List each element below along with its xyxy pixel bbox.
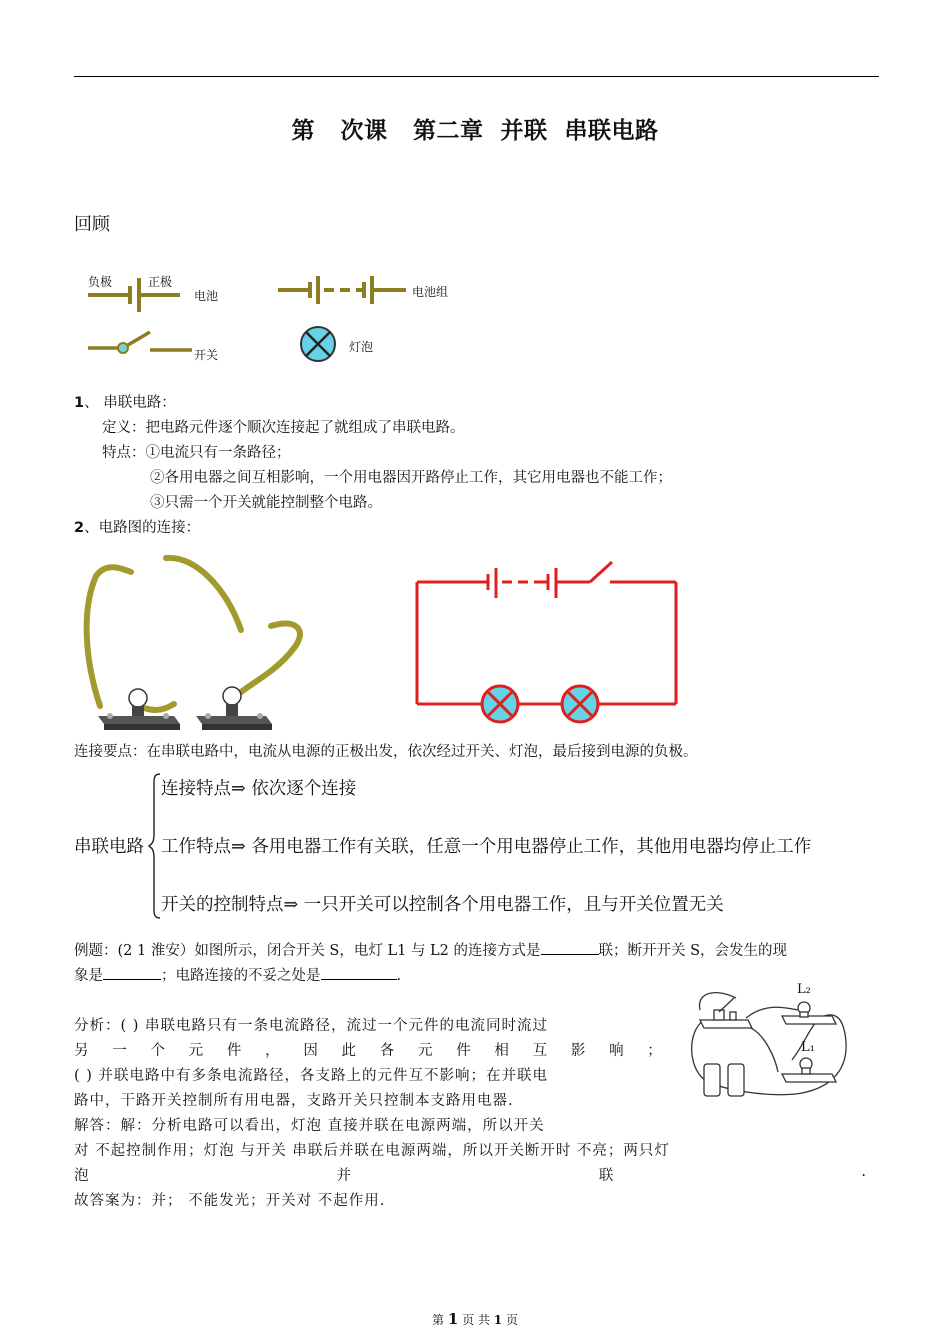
justified-char: 影 [570, 1043, 586, 1059]
physical-circuit-illustration [76, 548, 316, 734]
example-line-1: 例题：(2 1 淮安）如图所示，闭合开关 S，电灯 L1 与 L2 的连接方式是 联；断开开关 S，会发生的现 [74, 939, 787, 960]
justified-char: 相 [494, 1043, 509, 1059]
summary-root: 串联电路 [74, 837, 144, 857]
analysis-line-2 [74, 1039, 662, 1060]
justified-char: 个 [150, 1043, 165, 1059]
answer-line-3 [74, 1164, 866, 1185]
justified-char: 元 [188, 1043, 204, 1059]
justified-char: 泡 [74, 1168, 89, 1184]
justified-char: ； [647, 1043, 662, 1059]
bulb-stand-right [196, 687, 272, 730]
page-footer: 第 1 页 共 1 页 [432, 1310, 518, 1328]
justified-char: 另 [74, 1043, 89, 1059]
page-title: 第 次课 第二章 并联 串联电路 [291, 118, 659, 144]
battery-label: 电池 [194, 289, 219, 303]
analysis-line-1: 分析：( ) 串联电路只有一条电流路径，流过一个元件的电流同时流过 [74, 1018, 549, 1034]
bulb-symbol-icon [301, 327, 335, 361]
connection-key: 连接要点：在串联电路中，电流从电源的正极出发，依次经过开关、灯泡，最后接到电源的负极。 [74, 744, 698, 760]
analysis-line-3: ( ) 并联电路中有多条电流路径，各支路上的元件互不影响；在并联电 [74, 1068, 549, 1084]
battery-group-label: 电池组 [412, 285, 449, 299]
summary-row-1: 连接特点⇒ 依次逐个连接 [161, 779, 357, 799]
pos-label: 正极 [148, 275, 173, 289]
answer-line-2: 对 不起控制作用；灯泡 与开关 串联后并联在电源两端，所以开关断开时 不亮；两只灯 [74, 1143, 670, 1159]
series-feature-2: ②各用电器之间互相影响，一个用电器因开路停止工作，其它用电器也不能工作； [150, 470, 672, 486]
justified-char: 件 [456, 1043, 471, 1059]
diagram-heading: 2、电路图的连接： [74, 520, 201, 536]
answer-line-1: 解答：解：分析电路可以看出，灯泡 直接并联在电源两端，所以开关 [74, 1118, 545, 1134]
series-heading: 1、 串联电路： [74, 395, 176, 411]
battery-group-symbol-icon [278, 276, 406, 304]
figure-label-l1: L₁ [801, 1040, 815, 1055]
figure-lamp-l1 [782, 1058, 836, 1082]
answer-blank-3 [321, 965, 397, 980]
justified-char: . [861, 1164, 866, 1180]
switch-label: 开关 [194, 348, 219, 362]
series-feature-1: 特点：①电流只有一条路径； [102, 445, 291, 461]
figure-lamp-l2 [782, 1002, 836, 1024]
bulb-label: 灯泡 [349, 340, 374, 354]
example-line-2: 象是 ；电路连接的不妥之处是 . [74, 964, 401, 985]
answer-final: 故答案为：并； 不能发光；开关对 不起作用. [74, 1193, 386, 1209]
justified-char: 响 [609, 1043, 624, 1059]
justified-char: 并 [336, 1168, 351, 1184]
justified-char: 因 [303, 1043, 318, 1059]
neg-label: 负极 [88, 275, 113, 289]
summary-row-2: 工作特点⇒ 各用电器工作有关联，任意一个用电器停止工作，其他用电器均停止工作 [161, 837, 812, 857]
circuit-bulb-1 [482, 686, 518, 722]
summary-row-3: 开关的控制特点⇒ 一只开关可以控制各个用电器工作，且与开关位置无关 [161, 895, 724, 915]
example-circuit-figure [686, 982, 856, 1107]
figure-label-l2: L₂ [797, 982, 811, 997]
circuit-bulb-2 [562, 686, 598, 722]
justified-char: 互 [532, 1043, 548, 1059]
series-feature-3: ③只需一个开关就能控制整个电路。 [150, 495, 382, 511]
series-circuit-diagram [412, 556, 684, 726]
figure-batteries [704, 1064, 744, 1096]
analysis-line-4: 路中，干路开关控制所有用电器，支路开关只控制本支路用电器. [74, 1093, 514, 1109]
justified-char: 联 [598, 1168, 614, 1184]
answer-blank-1 [541, 940, 599, 955]
summary-brace [148, 772, 162, 920]
series-definition: 定义：把电路元件逐个顺次连接起了就组成了串联电路。 [102, 420, 465, 436]
justified-char: ， [265, 1043, 280, 1059]
figure-switch [700, 998, 752, 1028]
justified-char: 各 [379, 1043, 395, 1059]
top-rule [74, 76, 879, 77]
justified-char: 元 [417, 1043, 433, 1059]
justified-char: 件 [226, 1043, 242, 1059]
review-heading: 回顾 [74, 214, 110, 235]
symbol-legend [80, 262, 500, 372]
justified-char: 此 [341, 1043, 357, 1059]
justified-char: 一 [112, 1043, 127, 1059]
answer-blank-2 [103, 965, 161, 980]
switch-symbol-icon [88, 332, 192, 353]
